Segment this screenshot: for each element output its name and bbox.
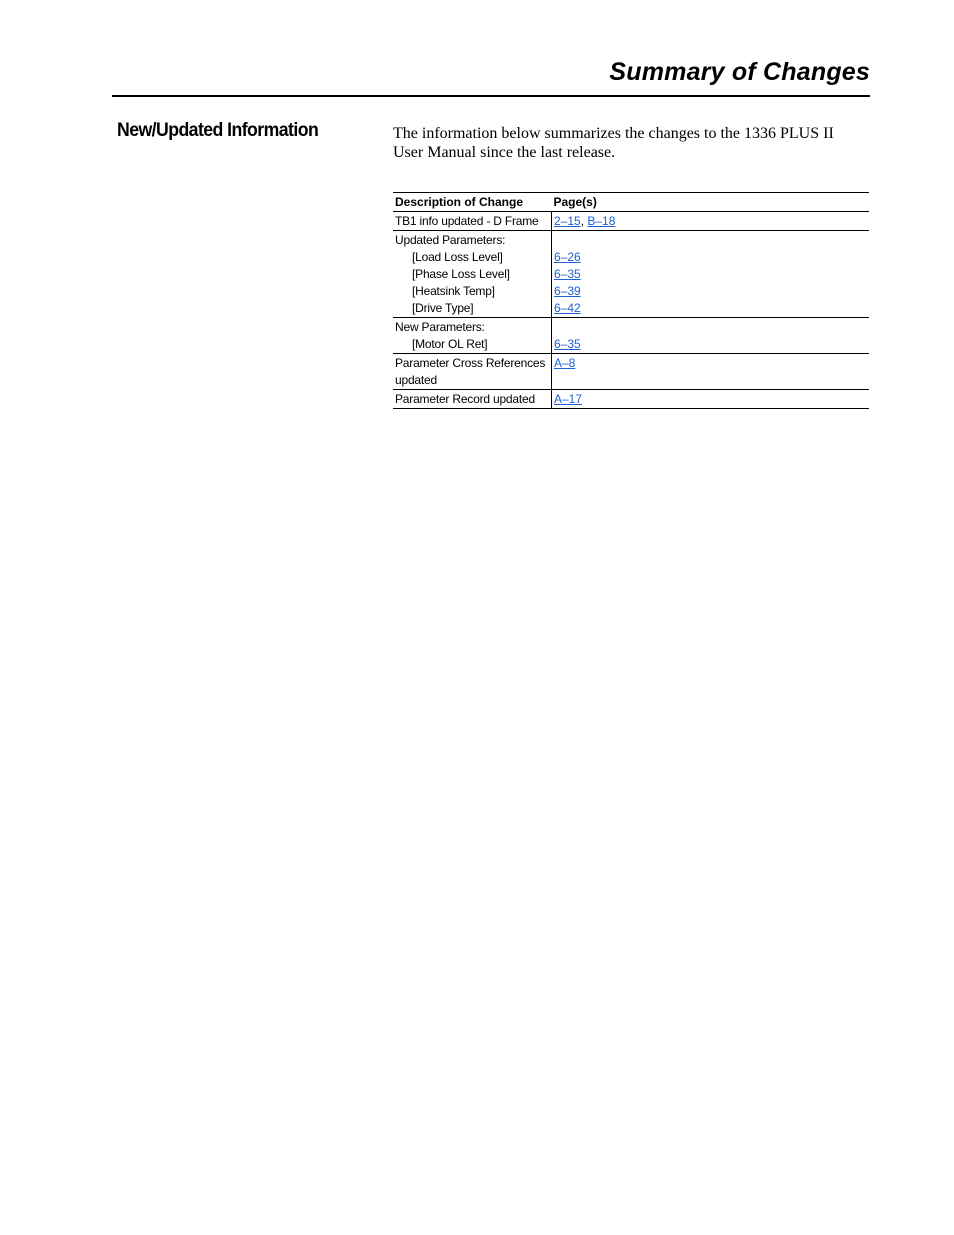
page-title: Summary of Changes [609, 58, 870, 86]
page-link[interactable]: A–17 [554, 392, 583, 406]
table-row [393, 231, 869, 318]
page-link[interactable]: 6–39 [554, 284, 581, 298]
page-link[interactable]: 6–35 [554, 337, 581, 351]
title-rule [112, 95, 870, 97]
column-header-pages: Page(s) [552, 193, 870, 212]
page-link[interactable]: 6–42 [554, 301, 581, 315]
param-name: [Motor OL Ret] [412, 337, 488, 351]
change-pages [552, 390, 870, 409]
param-group-heading: New Parameters: [395, 320, 485, 334]
param-name: [Heatsink Temp] [412, 284, 495, 298]
page-link[interactable]: 6–35 [554, 267, 581, 281]
changes-table [393, 192, 869, 409]
table-row [393, 390, 869, 409]
spacer [554, 319, 867, 336]
intro-paragraph: The information below summarizes the changes to the 1336 PLUS II User Manual since the last release. [393, 125, 834, 161]
section-heading: New/Updated Information [117, 120, 319, 141]
param-name: [Drive Type] [412, 301, 474, 315]
table-row [393, 212, 869, 231]
page-link[interactable]: B–18 [587, 214, 616, 228]
param-name: [Load Loss Level] [412, 250, 503, 264]
change-pages [552, 354, 870, 390]
table-row [393, 318, 869, 354]
change-pages [552, 231, 870, 318]
page-link[interactable]: A–8 [554, 356, 576, 370]
change-description [393, 231, 552, 318]
column-header-description: Description of Change [393, 193, 552, 212]
change-description: Parameter Cross References updated [393, 354, 552, 390]
page-link[interactable]: 2–15 [554, 214, 581, 228]
table-header-row [393, 193, 869, 212]
spacer [554, 232, 867, 249]
change-description [393, 318, 552, 354]
change-description: TB1 info updated - D Frame [393, 212, 552, 231]
page-separator: , [580, 214, 588, 228]
table-row [393, 354, 869, 390]
change-pages [552, 212, 870, 231]
change-pages [552, 318, 870, 354]
change-description: Parameter Record updated [393, 390, 552, 409]
param-group-heading: Updated Parameters: [395, 233, 506, 247]
page-link[interactable]: 6–26 [554, 250, 581, 264]
param-name: [Phase Loss Level] [412, 267, 510, 281]
